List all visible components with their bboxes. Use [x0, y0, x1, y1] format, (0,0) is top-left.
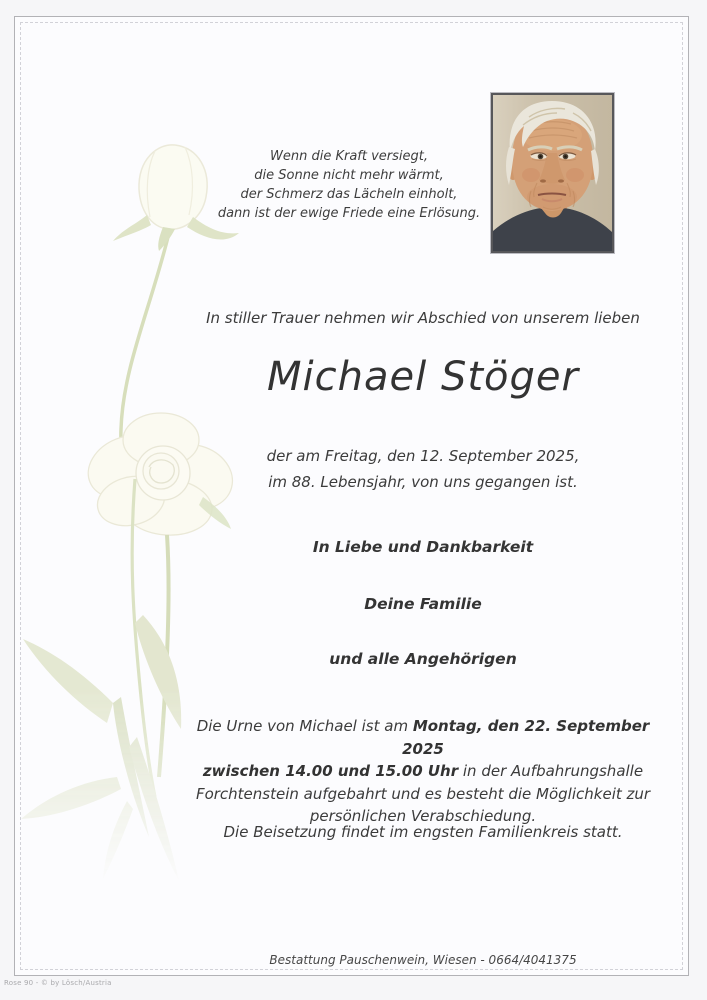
death-date-line-1: der am Freitag, den 12. September 2025,: [266, 447, 580, 465]
urn-notice-line-1: [188, 715, 658, 760]
poem-line-3: der Schmerz das Lächeln einholt,: [240, 187, 458, 202]
memorial-poem: [149, 147, 549, 223]
farewell-family-line: Deine Familie: [364, 595, 482, 613]
burial-notice: Die Beisetzung findet im engsten Familienkreis statt.: [223, 823, 623, 841]
urn-notice-line-4: persönlichen Verabschiedung.: [309, 807, 537, 825]
poem-line-2: die Sonne nicht mehr wärmt,: [254, 168, 444, 183]
deceased-name: Michael Stöger: [267, 354, 579, 400]
farewell-relatives-line: und alle Angehörigen: [329, 650, 517, 668]
death-date-info: [163, 443, 683, 495]
funeral-home-footer: Bestattung Pauschenwein, Wiesen - 0664/4041375: [269, 953, 577, 967]
memorial-card: [14, 16, 689, 976]
urn-notice-time-bold: zwischen 14.00 und 15.00 Uhr: [202, 762, 459, 780]
print-copyright-credit: Rose 90 - © by Lösch/Austria: [4, 979, 112, 987]
urn-notice-text: in der Aufbahrungshalle: [458, 762, 644, 780]
urn-notice-date-bold: Montag, den 22. September 2025: [402, 717, 650, 758]
farewell-gratitude-line: In Liebe und Dankbarkeit: [312, 538, 534, 556]
urn-notice-line-3: Forchtenstein aufgebahrt und es besteht die Möglichkeit zur: [195, 784, 651, 803]
poem-line-4: dann ist der ewige Friede eine Erlösung.: [217, 206, 481, 221]
urn-notice-text: Die Urne von Michael ist am: [196, 717, 413, 735]
urn-viewing-notice: [188, 715, 658, 828]
urn-notice-line-2: [188, 760, 658, 783]
rose-leaves: [21, 615, 181, 881]
death-date-line-2: im 88. Lebensjahr, von uns gegangen ist.: [268, 473, 578, 491]
poem-line-1: Wenn die Kraft versiegt,: [270, 149, 428, 164]
farewell-intro-line: In stiller Trauer nehmen wir Abschied von unserem lieben: [206, 309, 640, 327]
